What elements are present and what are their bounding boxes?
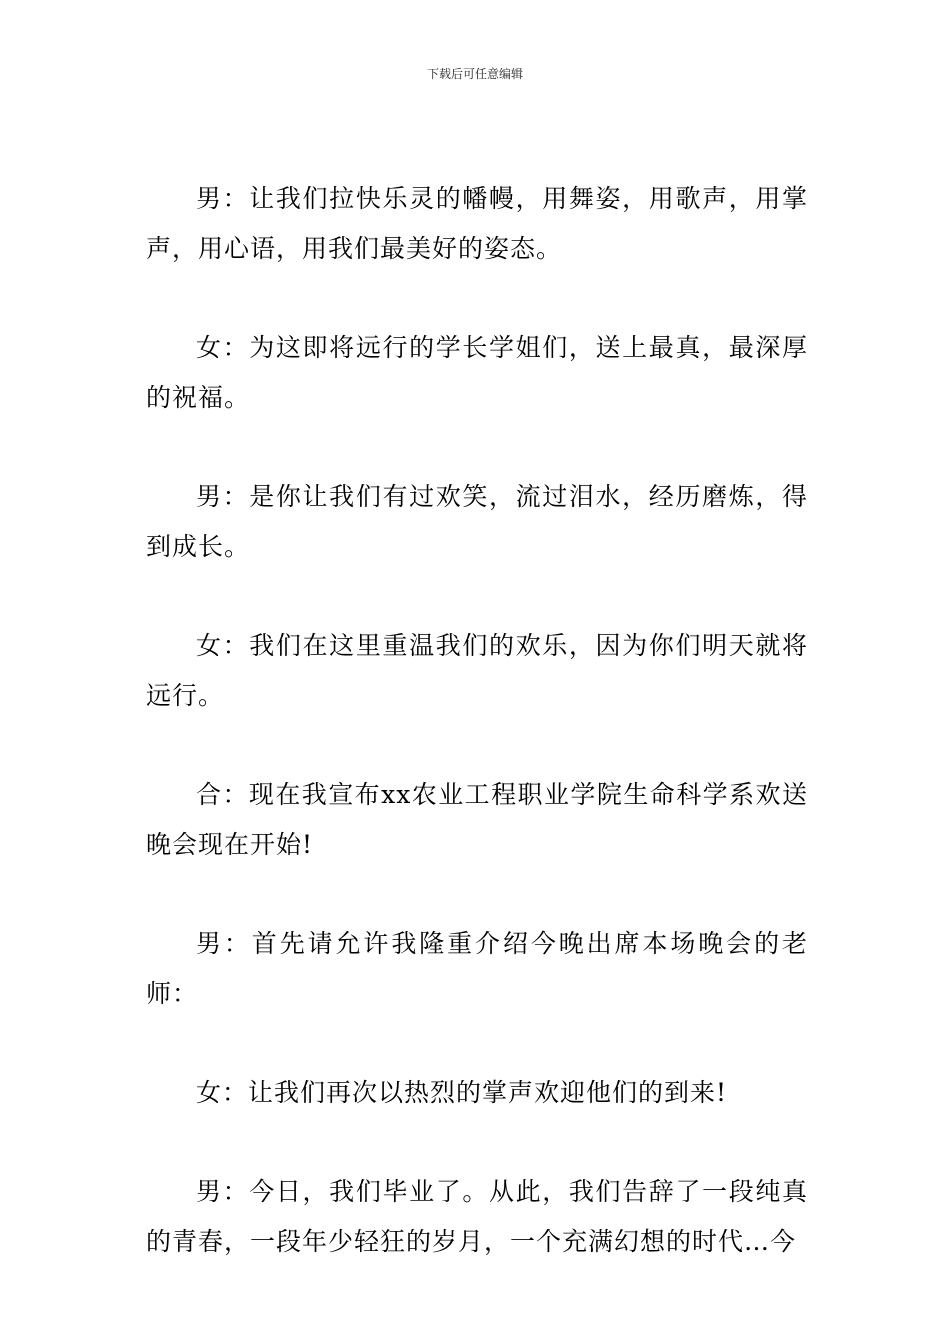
paragraph-4: 女：我们在这里重温我们的欢乐，因为你们明天就将远行。 xyxy=(146,631,808,710)
paragraph-1: 男：让我们拉快乐灵的幡幔，用舞姿，用歌声，用掌声，用心语，用我们最美好的姿态。 xyxy=(146,184,808,263)
paragraph-5: 合：现在我宣布xx农业工程职业学院生命科学系欢送晚会现在开始! xyxy=(146,780,808,859)
paragraph-6: 男：首先请允许我隆重介绍今晚出席本场晚会的老师： xyxy=(146,929,808,1008)
page-header: 下载后可任意编辑 xyxy=(426,67,523,81)
paragraph-2: 女：为这即将远行的学长学姐们，送上最真，最深厚的祝福。 xyxy=(146,333,808,412)
paragraph-3: 男：是你让我们有过欢笑，流过泪水，经历磨炼，得到成长。 xyxy=(146,482,808,561)
paragraph-8: 男：今日，我们毕业了。从此，我们告辞了一段纯真的青春，一段年少轻狂的岁月，一个充满幻想的时代…今 xyxy=(146,1177,808,1256)
document-body xyxy=(146,174,808,1316)
paragraph-7: 女：让我们再次以热烈的掌声欢迎他们的到来! xyxy=(196,1078,728,1107)
